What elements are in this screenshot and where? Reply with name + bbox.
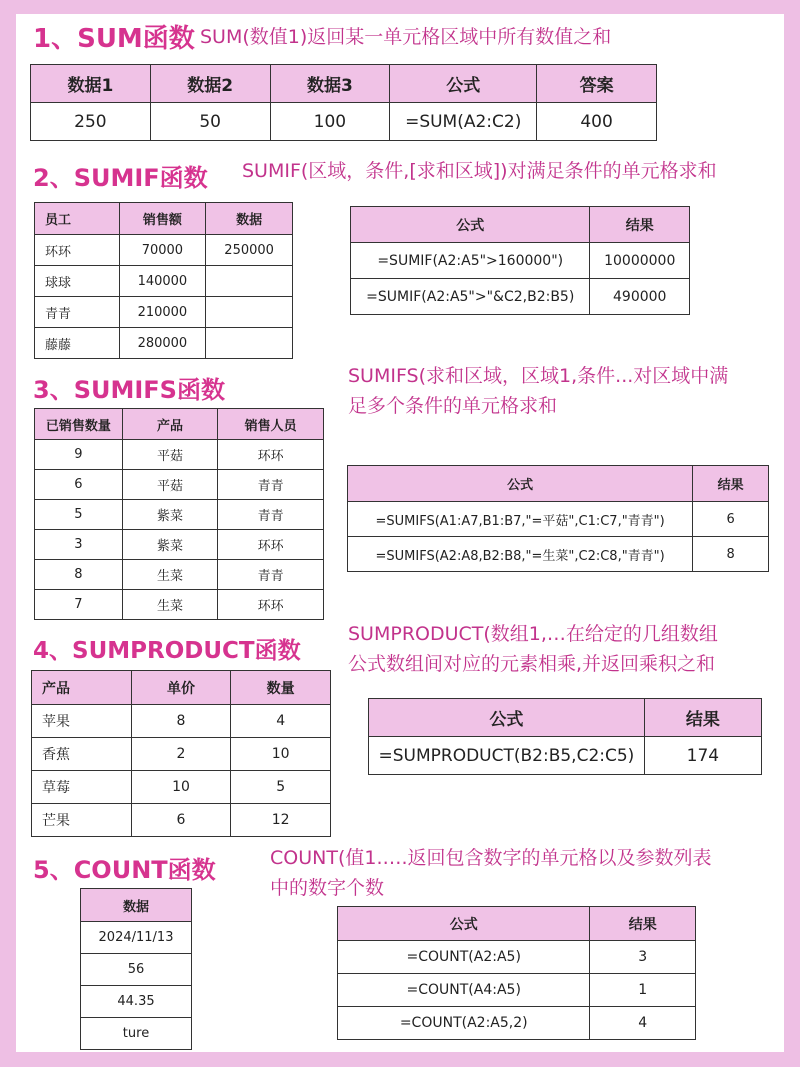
table-cell: 3: [590, 941, 696, 974]
table-cell: 56: [81, 954, 192, 986]
table-cell: 生菜: [122, 590, 218, 620]
table-cell: 9: [35, 440, 123, 470]
table-row: [35, 297, 293, 328]
table-cell: 70000: [119, 235, 206, 266]
section-3-desc-line1: SUMIFS(求和区域，区域1,条件...对区域中满: [348, 365, 729, 387]
table-row: [35, 560, 324, 590]
table-cell: 球球: [35, 266, 120, 297]
section-3-title: 3、SUMIFS函数: [33, 376, 225, 404]
header-cell: 结果: [644, 699, 761, 737]
header-cell: 公式: [369, 699, 645, 737]
table-cell: 250000: [206, 235, 293, 266]
header-cell: 员工: [35, 203, 120, 235]
header-cell: 公式: [351, 207, 590, 243]
table-cell: =SUMPRODUCT(B2:B5,C2:C5): [369, 737, 645, 775]
table-cell: 12: [231, 804, 331, 837]
table-cell: =SUMIF(A2:A5">160000"): [351, 243, 590, 279]
header-cell: 销售人员: [218, 409, 324, 440]
section-1-desc: SUM(数值1)返回某一单元格区域中所有数值之和: [200, 26, 612, 48]
count-formula-table: [337, 906, 696, 1040]
section-4-title: 4、SUMPRODUCT函数: [33, 638, 301, 664]
table-cell: =COUNT(A2:A5): [338, 941, 590, 974]
sumproduct-data-table: [31, 670, 331, 837]
table-cell: 7: [35, 590, 123, 620]
table-cell: 8: [693, 537, 769, 572]
table-row: [351, 279, 690, 315]
table-cell: 4: [590, 1007, 696, 1040]
table-cell: 210000: [119, 297, 206, 328]
table-cell: 10: [231, 738, 331, 771]
table-row: [338, 1007, 696, 1040]
table-cell: [206, 297, 293, 328]
section-4-desc-line2: 公式数组间对应的元素相乘,并返回乘积之和: [348, 653, 716, 675]
table-row: [338, 974, 696, 1007]
header-cell: 答案: [537, 65, 657, 103]
table-cell: 生菜: [122, 560, 218, 590]
header-cell: 公式: [390, 65, 537, 103]
table-header-row: [35, 409, 324, 440]
table-cell: 香蕉: [32, 738, 132, 771]
table-cell: 10: [131, 771, 231, 804]
header-cell: 数据: [81, 889, 192, 922]
table-row: [81, 954, 192, 986]
header-cell: 结果: [590, 207, 690, 243]
table-header-row: [81, 889, 192, 922]
table-row: [32, 771, 331, 804]
section-2-desc: SUMIF(区域，条件,[求和区域])对满足条件的单元格求和: [242, 160, 717, 182]
table-cell: 5: [35, 500, 123, 530]
table-row: [35, 266, 293, 297]
table-header-row: [32, 671, 331, 705]
table-cell: 2024/11/13: [81, 922, 192, 954]
header-cell: 数据: [206, 203, 293, 235]
table-row: [32, 804, 331, 837]
header-cell: 数据1: [31, 65, 151, 103]
table-cell: 青青: [218, 560, 324, 590]
table-cell: 4: [231, 705, 331, 738]
table-cell: 6: [35, 470, 123, 500]
header-cell: 数据3: [270, 65, 390, 103]
table-cell: 青青: [218, 470, 324, 500]
section-5-desc-line1: COUNT(值1.….返回包含数字的单元格以及参数列表: [270, 847, 712, 869]
section-2-title: 2、SUMIF函数: [33, 164, 208, 192]
table-cell: 400: [537, 103, 657, 141]
table-cell: 环环: [218, 440, 324, 470]
table-cell: 草莓: [32, 771, 132, 804]
table-cell: 3: [35, 530, 123, 560]
table-row: [338, 941, 696, 974]
table-row: [35, 530, 324, 560]
header-cell: 数据2: [150, 65, 270, 103]
table-cell: 平菇: [122, 440, 218, 470]
section-1-title: 1、SUM函数: [33, 24, 195, 54]
table-row: [81, 922, 192, 954]
section-3-desc-line2: 足多个条件的单元格求和: [348, 395, 558, 417]
table-row: [35, 440, 324, 470]
table-row: [32, 705, 331, 738]
table-row: [35, 235, 293, 266]
sumifs-formula-table: [347, 465, 769, 572]
table-cell: 280000: [119, 328, 206, 359]
count-data-table: [80, 888, 192, 1050]
table-cell: =SUMIF(A2:A5">"&C2,B2:B5): [351, 279, 590, 315]
table-cell: 174: [644, 737, 761, 775]
table-row: [81, 986, 192, 1018]
table-header-row: [369, 699, 762, 737]
table-row: [369, 737, 762, 775]
sumproduct-formula-table: [368, 698, 762, 775]
table-cell: 2: [131, 738, 231, 771]
table-cell: 50: [150, 103, 270, 141]
header-cell: 公式: [348, 466, 693, 502]
section-4-desc-line1: SUMPRODUCT(数组1,…在给定的几组数组: [348, 623, 718, 645]
table-cell: 1: [590, 974, 696, 1007]
table-row: [81, 1018, 192, 1050]
sumifs-data-table: [34, 408, 324, 620]
section-5-desc-line2: 中的数字个数: [270, 877, 385, 899]
table-cell: 青青: [35, 297, 120, 328]
table-cell: =SUMIFS(A2:A8,B2:B8,"=生菜",C2:C8,"青青"): [348, 537, 693, 572]
table-cell: 140000: [119, 266, 206, 297]
table-cell: 5: [231, 771, 331, 804]
header-cell: 结果: [590, 907, 696, 941]
table-cell: =COUNT(A4:A5): [338, 974, 590, 1007]
header-cell: 产品: [122, 409, 218, 440]
table-row: [35, 590, 324, 620]
table-header-row: [35, 203, 293, 235]
table-cell: =SUMIFS(A1:A7,B1:B7,"=平菇",C1:C7,"青青"): [348, 502, 693, 537]
table-row: [348, 537, 769, 572]
table-cell: 芒果: [32, 804, 132, 837]
table-row: [31, 103, 657, 141]
table-cell: =COUNT(A2:A5,2): [338, 1007, 590, 1040]
table-cell: 10000000: [590, 243, 690, 279]
table-cell: 环环: [35, 235, 120, 266]
header-cell: 公式: [338, 907, 590, 941]
sumif-formula-table: [350, 206, 690, 315]
table-cell: 环环: [218, 590, 324, 620]
table-row: [35, 470, 324, 500]
table-cell: 250: [31, 103, 151, 141]
table-header-row: [31, 65, 657, 103]
section-5-title: 5、COUNT函数: [33, 856, 216, 884]
table-header-row: [351, 207, 690, 243]
table-cell: 青青: [218, 500, 324, 530]
table-cell: 6: [131, 804, 231, 837]
table-cell: 100: [270, 103, 390, 141]
table-cell: 平菇: [122, 470, 218, 500]
sumif-data-table: [34, 202, 293, 359]
table-cell: [206, 266, 293, 297]
table-cell: [206, 328, 293, 359]
table-cell: 8: [131, 705, 231, 738]
table-cell: 环环: [218, 530, 324, 560]
header-cell: 数量: [231, 671, 331, 705]
table-header-row: [338, 907, 696, 941]
table-cell: 6: [693, 502, 769, 537]
header-cell: 销售额: [119, 203, 206, 235]
header-cell: 结果: [693, 466, 769, 502]
table-cell: =SUM(A2:C2): [390, 103, 537, 141]
header-cell: 单价: [131, 671, 231, 705]
table-row: [35, 500, 324, 530]
header-cell: 已销售数量: [35, 409, 123, 440]
table-cell: 紫菜: [122, 500, 218, 530]
table-row: [351, 243, 690, 279]
table-cell: 44.35: [81, 986, 192, 1018]
header-cell: 产品: [32, 671, 132, 705]
table-cell: 苹果: [32, 705, 132, 738]
table-header-row: [348, 466, 769, 502]
sum-table: [30, 64, 657, 141]
table-cell: ture: [81, 1018, 192, 1050]
table-row: [348, 502, 769, 537]
table-cell: 490000: [590, 279, 690, 315]
table-cell: 8: [35, 560, 123, 590]
table-row: [35, 328, 293, 359]
table-cell: 紫菜: [122, 530, 218, 560]
table-row: [32, 738, 331, 771]
table-cell: 藤藤: [35, 328, 120, 359]
